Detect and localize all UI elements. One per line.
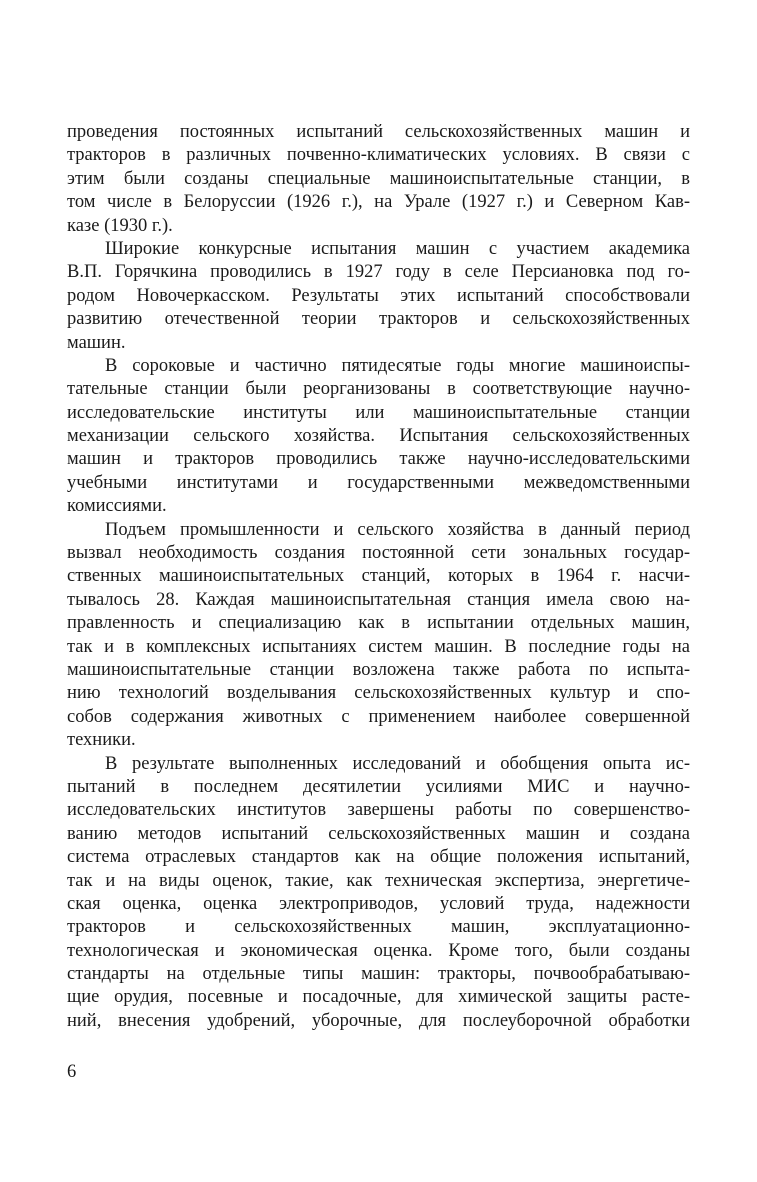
text-line: ванию методов испытаний сельскохозяйственных машин и создана bbox=[67, 823, 690, 844]
text-line: щие орудия, посевные и посадочные, для химической защиты расте- bbox=[67, 987, 690, 1008]
text-line: Подъем промышленности и сельского хозяйства в данный период bbox=[105, 519, 690, 540]
text-line: В результате выполненных исследований и обобщения опыта ис- bbox=[105, 753, 690, 774]
text-line: машин. bbox=[67, 332, 126, 353]
text-line: В сороковые и частично пятидесятые годы многие машиноиспы- bbox=[105, 355, 690, 376]
text-line: учебными институтами и государственными межведомственными bbox=[67, 472, 690, 493]
text-line: правленность и специализацию как в испытании отдельных машин, bbox=[67, 613, 690, 634]
text-line: ний, внесения удобрений, уборочные, для послеуборочной обработки bbox=[67, 1010, 690, 1031]
text-line: тракторов и сельскохозяйственных машин, эксплуатационно- bbox=[67, 917, 690, 938]
text-line: тывалось 28. Каждая машиноиспытательная станция имела свою на- bbox=[67, 589, 690, 610]
paragraph bbox=[67, 753, 690, 1034]
text-line: пытаний в последнем десятилетии усилиями МИС и научно- bbox=[67, 776, 690, 797]
text-line: так и на виды оценок, такие, как техническая экспертиза, энергетиче- bbox=[67, 870, 690, 891]
text-line: ская оценка, оценка электроприводов, условий труда, надежности bbox=[67, 893, 690, 914]
text-line: вызвал необходимость создания постоянной сети зональных государ- bbox=[67, 543, 690, 564]
paragraph bbox=[67, 355, 690, 519]
text-line: В.П. Горячкина проводились в 1927 году в селе Персиановка под го- bbox=[67, 262, 690, 283]
text-line: родом Новочеркасском. Результаты этих испытаний способствовали bbox=[67, 285, 690, 306]
text-line: техники. bbox=[67, 730, 136, 751]
text-line: система отраслевых стандартов как на общие положения испытаний, bbox=[67, 847, 690, 868]
text-line: так и в комплексных испытаниях систем машин. В последние годы на bbox=[67, 636, 690, 657]
text-line: казе (1930 г.). bbox=[67, 215, 173, 236]
text-line: машиноиспытательные станции возложена также работа по испыта- bbox=[67, 659, 690, 680]
text-line: ственных машиноиспытательных станций, которых в 1964 г. насчи- bbox=[67, 566, 690, 587]
text-line: тракторов в различных почвенно-климатических условиях. В связи с bbox=[67, 145, 690, 166]
text-line: исследовательских институтов завершены работы по совершенство- bbox=[67, 800, 690, 821]
text-line: механизации сельского хозяйства. Испытания сельскохозяйственных bbox=[67, 426, 690, 447]
text-line: машин и тракторов проводились также научно-исследовательскими bbox=[67, 449, 690, 470]
text-line: исследовательские институты или машиноиспытательные станции bbox=[67, 402, 690, 423]
text-line: собов содержания животных с применением наиболее совершенной bbox=[67, 706, 690, 727]
text-line: комиссиями. bbox=[67, 496, 167, 517]
text-line: технологическая и экономическая оценка. Кроме того, были созданы bbox=[67, 940, 690, 961]
page-body bbox=[67, 121, 690, 1033]
text-line: тательные станции были реорганизованы в соответствующие научно- bbox=[67, 379, 690, 400]
text-line: проведения постоянных испытаний сельскохозяйственных машин и bbox=[67, 122, 690, 142]
paragraph bbox=[67, 238, 690, 355]
text-line: том числе в Белоруссии (1926 г.), на Урале (1927 г.) и Северном Кав- bbox=[67, 192, 690, 213]
paragraph bbox=[67, 121, 690, 238]
text-line: нию технологий возделывания сельскохозяйственных культур и спо- bbox=[67, 683, 690, 704]
text-line: стандарты на отдельные типы машин: тракторы, почвообрабатываю- bbox=[67, 964, 690, 985]
text-line: развитию отечественной теории тракторов и сельскохозяйственных bbox=[67, 309, 690, 330]
page-number: 6 bbox=[67, 1062, 77, 1082]
paragraph bbox=[67, 519, 690, 753]
text-line: Широкие конкурсные испытания машин с участием академика bbox=[105, 238, 690, 259]
text-line: этим были созданы специальные машиноиспытательные станции, в bbox=[67, 168, 690, 189]
